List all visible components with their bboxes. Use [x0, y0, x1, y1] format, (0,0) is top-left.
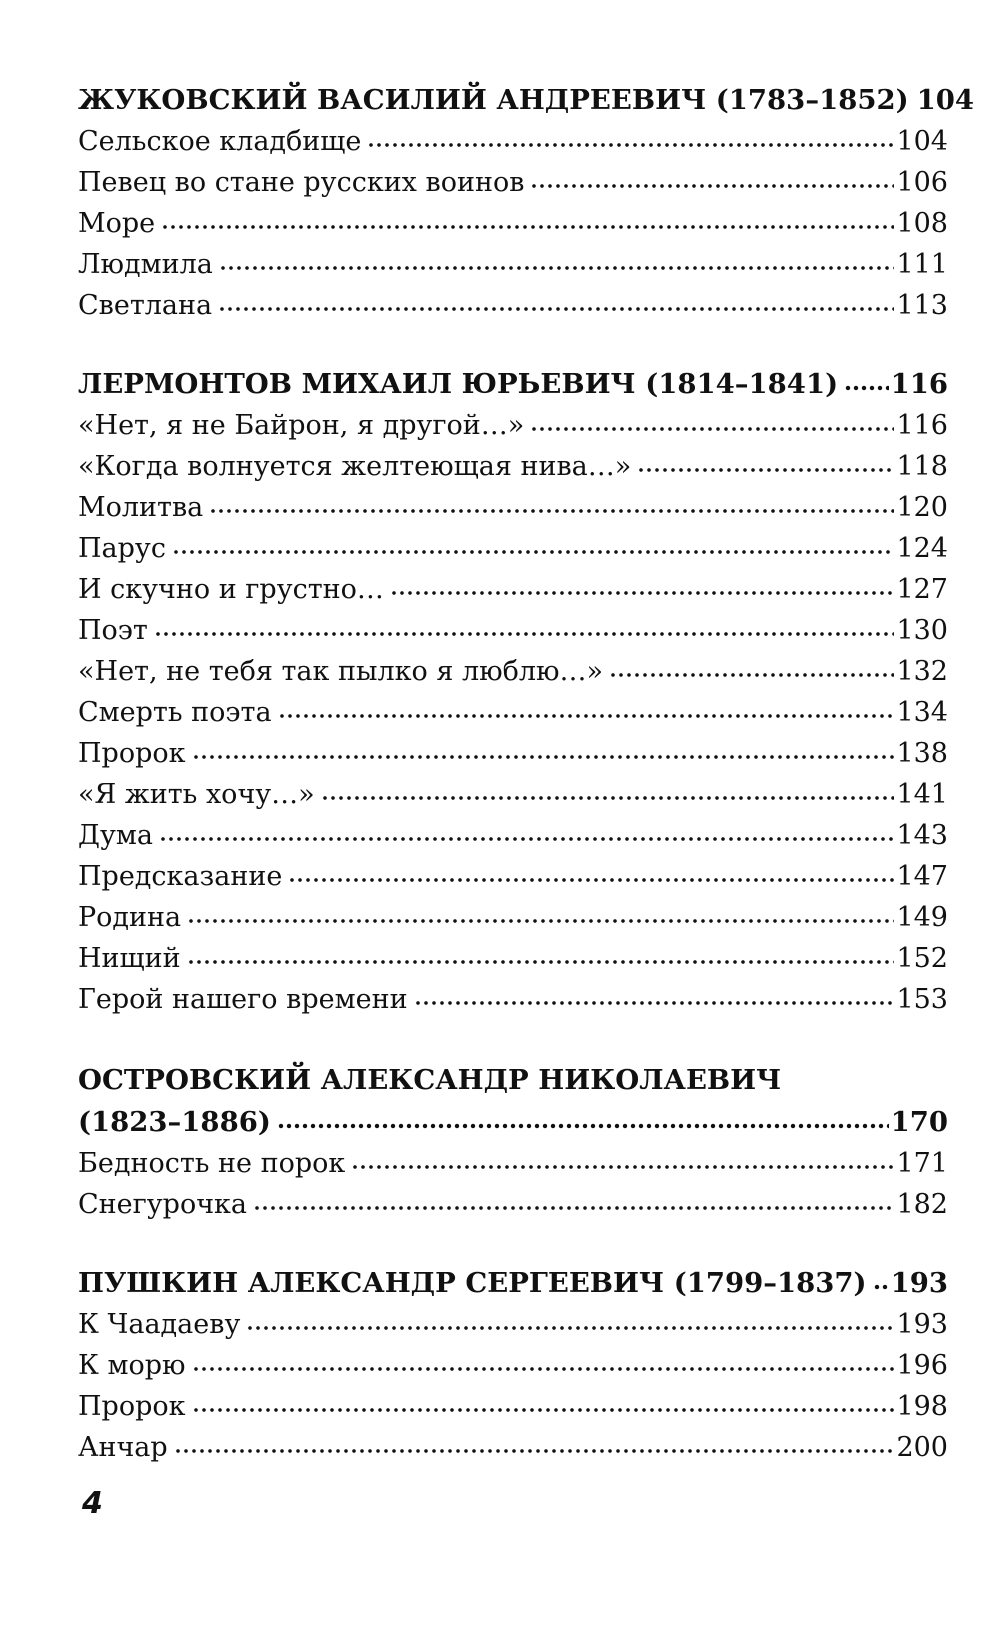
page-number: 196: [896, 1350, 948, 1381]
dot-leader: [277, 1119, 889, 1133]
dot-leader: [321, 791, 895, 805]
toc-entry[interactable]: [78, 1143, 948, 1184]
toc-entry[interactable]: [78, 610, 948, 651]
dot-leader: [530, 422, 894, 436]
dot-leader: [351, 1160, 894, 1174]
toc-entry[interactable]: [78, 1304, 948, 1345]
toc-section-lermontov: [78, 364, 948, 1020]
toc-entry[interactable]: [78, 162, 948, 203]
page-number: 147: [896, 861, 948, 892]
page-number: 124: [896, 533, 948, 564]
dot-leader: [414, 996, 895, 1010]
entry-title: Парус: [78, 533, 166, 564]
toc-author-entry[interactable]: [78, 1263, 948, 1304]
toc-entry[interactable]: [78, 405, 948, 446]
dot-leader: [246, 1321, 894, 1335]
page-number: 127: [896, 574, 948, 605]
page-number: 138: [896, 738, 948, 769]
page-number: 198: [896, 1391, 948, 1422]
entry-title: «Нет, не тебя так пылко я люблю…»: [78, 656, 604, 687]
entry-title: Певец во стане русских воинов: [78, 167, 525, 198]
toc-author-entry[interactable]: [78, 1102, 948, 1143]
toc-author-entry[interactable]: [78, 80, 975, 121]
dot-leader: [288, 873, 894, 887]
page-number: 143: [896, 820, 948, 851]
page-number: 193: [890, 1267, 948, 1299]
dot-leader: [844, 381, 889, 395]
toc-entry[interactable]: [78, 774, 948, 815]
dot-leader: [367, 138, 894, 152]
dot-leader: [218, 302, 894, 316]
dot-leader: [192, 1403, 895, 1417]
toc-section-zhukovsky: [78, 80, 975, 326]
toc-entry[interactable]: [78, 651, 948, 692]
entry-title: Молитва: [78, 492, 204, 523]
toc-entry[interactable]: [78, 938, 948, 979]
entry-title: И скучно и грустно…: [78, 574, 384, 605]
entry-title: К Чаадаеву: [78, 1309, 241, 1340]
page-number: 132: [896, 656, 948, 687]
toc-section-ostrovsky: [78, 1058, 948, 1225]
dot-leader: [192, 750, 895, 764]
entry-title: Бедность не порок: [78, 1148, 346, 1179]
dot-leader: [278, 709, 895, 723]
page-number: 118: [896, 451, 948, 482]
page-number: 130: [896, 615, 948, 646]
page-number: 108: [896, 208, 948, 239]
page-number: 182: [896, 1189, 948, 1220]
page-number: 200: [896, 1432, 948, 1463]
page-number: 153: [896, 984, 948, 1015]
toc-entry[interactable]: [78, 1184, 948, 1225]
dot-leader: [187, 955, 895, 969]
toc-entry[interactable]: [78, 1427, 948, 1468]
page-number: 193: [896, 1309, 948, 1340]
toc-entry[interactable]: [78, 487, 948, 528]
entry-title: Дума: [78, 820, 153, 851]
page-number: 104: [896, 126, 948, 157]
toc-entry[interactable]: [78, 285, 948, 326]
dot-leader: [159, 832, 895, 846]
toc-entry[interactable]: [78, 1345, 948, 1386]
entry-title: К морю: [78, 1350, 186, 1381]
toc-author-entry[interactable]: [78, 364, 948, 405]
toc-entry[interactable]: [78, 897, 948, 938]
toc-section-pushkin: [78, 1263, 948, 1468]
page-number: 113: [896, 290, 948, 321]
folio-page-number: 4: [82, 1486, 103, 1521]
dot-leader: [530, 179, 894, 193]
entry-title: Родина: [78, 902, 182, 933]
dot-leader: [253, 1201, 894, 1215]
toc-entry[interactable]: [78, 528, 948, 569]
toc-entry[interactable]: [78, 244, 948, 285]
dot-leader: [637, 463, 894, 477]
entry-title: Герой нашего времени: [78, 984, 408, 1015]
author-heading-line1: ОСТРОВСКИЙ АЛЕКСАНДР НИКОЛАЕВИЧ: [78, 1064, 782, 1096]
dot-leader: [192, 1362, 895, 1376]
dot-leader: [187, 914, 894, 928]
toc-entry[interactable]: [78, 815, 948, 856]
page-number: 116: [896, 410, 948, 441]
entry-title: Анчар: [78, 1432, 168, 1463]
entry-title: Море: [78, 208, 156, 239]
entry-title: «Я жить хочу…»: [78, 779, 315, 810]
dot-leader: [174, 1444, 895, 1458]
toc-entry[interactable]: [78, 1386, 948, 1427]
entry-title: Сельское кладбище: [78, 126, 362, 157]
toc-entry[interactable]: [78, 446, 948, 487]
entry-title: Светлана: [78, 290, 213, 321]
entry-title: Смерть поэта: [78, 697, 272, 728]
author-heading: (1823–1886): [78, 1106, 271, 1138]
page-number: 120: [896, 492, 948, 523]
toc-entry[interactable]: [78, 692, 948, 733]
dot-leader: [154, 627, 895, 641]
dot-leader: [873, 1280, 889, 1294]
page-number: 170: [890, 1106, 948, 1138]
author-heading: ПУШКИН АЛЕКСАНДР СЕРГЕЕВИЧ (1799–1837): [78, 1267, 867, 1299]
entry-title: Поэт: [78, 615, 148, 646]
page-number: 171: [896, 1148, 948, 1179]
page-number: 134: [896, 697, 948, 728]
dot-leader: [219, 261, 895, 275]
entry-title: Предсказание: [78, 861, 283, 892]
toc-entry[interactable]: [78, 856, 948, 897]
toc-entry[interactable]: [78, 203, 948, 244]
page-number: 116: [890, 368, 948, 400]
page-number: 141: [896, 779, 948, 810]
author-heading: ЛЕРМОНТОВ МИХАИЛ ЮРЬЕВИЧ (1814–1841): [78, 368, 839, 400]
dot-leader: [161, 220, 894, 234]
toc-entry[interactable]: [78, 121, 948, 162]
page-number: 152: [896, 943, 948, 974]
page-number: 106: [896, 167, 948, 198]
toc-entry[interactable]: [78, 569, 948, 610]
dot-leader: [172, 545, 895, 559]
entry-title: «Когда волнуется желтеющая нива…»: [78, 451, 632, 482]
entry-title: «Нет, я не Байрон, я другой…»: [78, 410, 525, 441]
dot-leader: [390, 586, 895, 600]
author-heading: ЖУКОВСКИЙ ВАСИЛИЙ АНДРЕЕВИЧ (1783–1852): [78, 84, 909, 116]
page-number: 149: [896, 902, 948, 933]
dot-leader: [209, 504, 894, 518]
page-number: 111: [896, 249, 948, 280]
dot-leader: [609, 668, 894, 682]
entry-title: Пророк: [78, 1391, 186, 1422]
toc-entry[interactable]: [78, 733, 948, 774]
entry-title: Пророк: [78, 738, 186, 769]
page-number: 104: [916, 84, 975, 116]
entry-title: Снегурочка: [78, 1189, 248, 1220]
entry-title: Людмила: [78, 249, 213, 280]
toc-entry[interactable]: [78, 979, 948, 1020]
entry-title: Нищий: [78, 943, 181, 974]
table-of-contents: [78, 80, 975, 1506]
